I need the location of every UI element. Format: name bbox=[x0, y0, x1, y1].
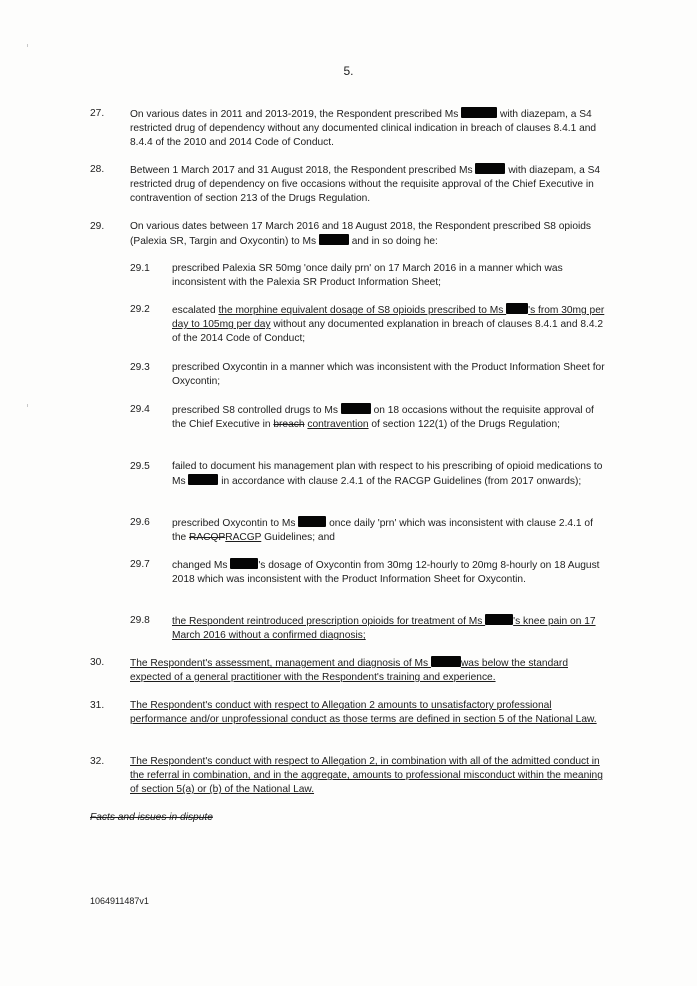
scan-speck bbox=[27, 404, 28, 407]
paragraph-text: On various dates in 2011 and 2013-2019, the Respondent prescribed Ms bbox=[130, 109, 462, 120]
paragraph-31 bbox=[90, 699, 610, 727]
subparagraph-29-4 bbox=[130, 403, 608, 432]
subparagraph-number: 29.2 bbox=[130, 304, 150, 315]
subparagraph-29-8 bbox=[130, 614, 608, 643]
inserted-text: the morphine equivalent dosage of S8 opioids prescribed to Ms bbox=[218, 305, 507, 316]
subparagraph-text: of section 122(1) of the Drugs Regulation; bbox=[368, 419, 560, 431]
paragraph-number: 31. bbox=[90, 700, 105, 711]
section-heading-deleted: Facts and issues in dispute bbox=[90, 812, 213, 823]
page-number: 5. bbox=[343, 64, 354, 78]
subparagraph-text: on 18 occasions without the requisite approval of the Chief Executive in bbox=[172, 405, 594, 431]
redaction-block bbox=[506, 303, 528, 314]
subparagraph-text: Guidelines; and bbox=[261, 532, 335, 544]
subparagraph-number: 29.8 bbox=[130, 615, 150, 626]
scan-speck bbox=[27, 44, 28, 47]
subparagraph-29-7 bbox=[130, 558, 608, 587]
deleted-text: RACQP bbox=[189, 532, 226, 544]
subparagraph-text: prescribed Oxycontin in a manner which was inconsistent with the Product Information Sheet for Oxycontin; bbox=[172, 362, 605, 388]
paragraph-32 bbox=[90, 755, 610, 798]
redaction-block bbox=[341, 403, 371, 414]
subparagraph-number: 29.7 bbox=[130, 559, 150, 570]
paragraph-text: and in so doing he: bbox=[348, 236, 438, 248]
redaction-block bbox=[475, 163, 505, 174]
subparagraph-number: 29.1 bbox=[130, 263, 150, 274]
paragraph-29 bbox=[90, 220, 610, 249]
document-reference: 1064911487v1 bbox=[90, 896, 149, 906]
inserted-text: 's knee pain on 17 March 2016 without a confirmed diagnosis; bbox=[172, 616, 596, 642]
subparagraph-text: prescribed Oxycontin to Ms bbox=[172, 518, 299, 529]
redaction-block bbox=[298, 516, 326, 527]
subparagraph-text: prescribed Palexia SR 50mg 'once daily prn' on 17 March 2016 in a manner which was inconsistent with the Palexia SR Product Information Sheet; bbox=[172, 263, 563, 289]
subparagraph-text: prescribed S8 controlled drugs to Ms bbox=[172, 405, 341, 416]
redaction-block bbox=[461, 107, 497, 118]
inserted-text: The Respondent's assessment, management and diagnosis of Ms bbox=[130, 658, 431, 669]
paragraph-27 bbox=[90, 107, 610, 151]
subparagraph-29-2 bbox=[130, 303, 608, 347]
deleted-text: breach bbox=[273, 419, 305, 431]
paragraph-28 bbox=[90, 163, 610, 207]
inserted-text: contravention bbox=[307, 419, 369, 431]
paragraph-text: with diazepam, a S4 restricted drug of dependency on five occasions without the requisite approval of the Chief Executive in contravention of section 213 of the Drugs Regulation. bbox=[130, 165, 601, 205]
redaction-block bbox=[188, 474, 218, 485]
inserted-text: The Respondent's conduct with respect to Allegation 2, in combination with all of the admitted conduct in the referral in combination, and in the aggregate, amounts to professional misconduct within the meaning of section 5(a) or (b) of the National Law. bbox=[130, 756, 603, 796]
redaction-block bbox=[230, 558, 258, 569]
inserted-text: 's from 30mg per day to 105mg per day bbox=[172, 305, 605, 331]
subparagraph-29-3 bbox=[130, 361, 608, 389]
inserted-text: the Respondent reintroduced prescription opioids for treatment of Ms bbox=[172, 616, 486, 627]
subparagraph-text: changed Ms bbox=[172, 560, 231, 571]
inserted-text: The Respondent's conduct with respect to Allegation 2 amounts to unsatisfactory professional performance and/or unprofessional conduct as those terms are defined in section 5 of the National Law. bbox=[130, 700, 597, 726]
paragraph-text: On various dates between 17 March 2016 and 18 August 2018, the Respondent prescribed S8 opioids (Palexia SR, Targin and Oxycontin) to Ms bbox=[130, 221, 592, 248]
subparagraph-text: 's dosage of Oxycontin from 30mg 12-hourly to 20mg 8-hourly on 18 August 2018 which was inconsistent with the Product Information Sheet for Oxycontin. bbox=[172, 560, 600, 586]
subparagraph-text: failed to document his management plan with respect to his prescribing of opioid medications to Ms bbox=[172, 461, 603, 488]
subparagraph-number: 29.4 bbox=[130, 404, 150, 415]
subparagraph-text: without any documented explanation in breach of clauses 8.4.1 and 8.4.2 of the 2014 Code of Conduct; bbox=[172, 319, 603, 345]
inserted-text: RACGP bbox=[225, 532, 262, 544]
subparagraph-29-6 bbox=[130, 516, 608, 545]
subparagraph-text: in accordance with clause 2.4.1 of the RACGP Guidelines (from 2017 onwards); bbox=[218, 476, 582, 488]
redaction-block bbox=[431, 656, 461, 667]
paragraph-text: Between 1 March 2017 and 31 August 2018, the Respondent prescribed Ms bbox=[130, 165, 476, 176]
subparagraph-text: escalated bbox=[172, 305, 219, 316]
paragraph-number: 30. bbox=[90, 657, 105, 668]
subparagraph-29-1 bbox=[130, 262, 608, 290]
redaction-block bbox=[319, 234, 349, 245]
inserted-text: was below the standard expected of a general practitioner with the Respondent's training and experience. bbox=[130, 658, 568, 684]
subparagraph-number: 29.5 bbox=[130, 461, 150, 472]
paragraph-number: 32. bbox=[90, 756, 105, 767]
paragraph-number: 27. bbox=[90, 108, 105, 119]
paragraph-number: 29. bbox=[90, 221, 105, 232]
paragraph-30 bbox=[90, 656, 610, 685]
paragraph-number: 28. bbox=[90, 164, 105, 175]
subparagraph-number: 29.6 bbox=[130, 517, 150, 528]
subparagraph-29-5 bbox=[130, 460, 608, 489]
paragraph-text: with diazepam, a S4 restricted drug of dependency without any documented clinical indication in breach of clauses 8.4.1 and 8.4.4 of the 2010 and 2014 Code of Conduct. bbox=[130, 109, 597, 149]
subparagraph-number: 29.3 bbox=[130, 362, 150, 373]
subparagraph-text: once daily 'prn' which was inconsistent with clause 2.4.1 of the bbox=[172, 518, 593, 544]
redaction-block bbox=[485, 614, 513, 625]
